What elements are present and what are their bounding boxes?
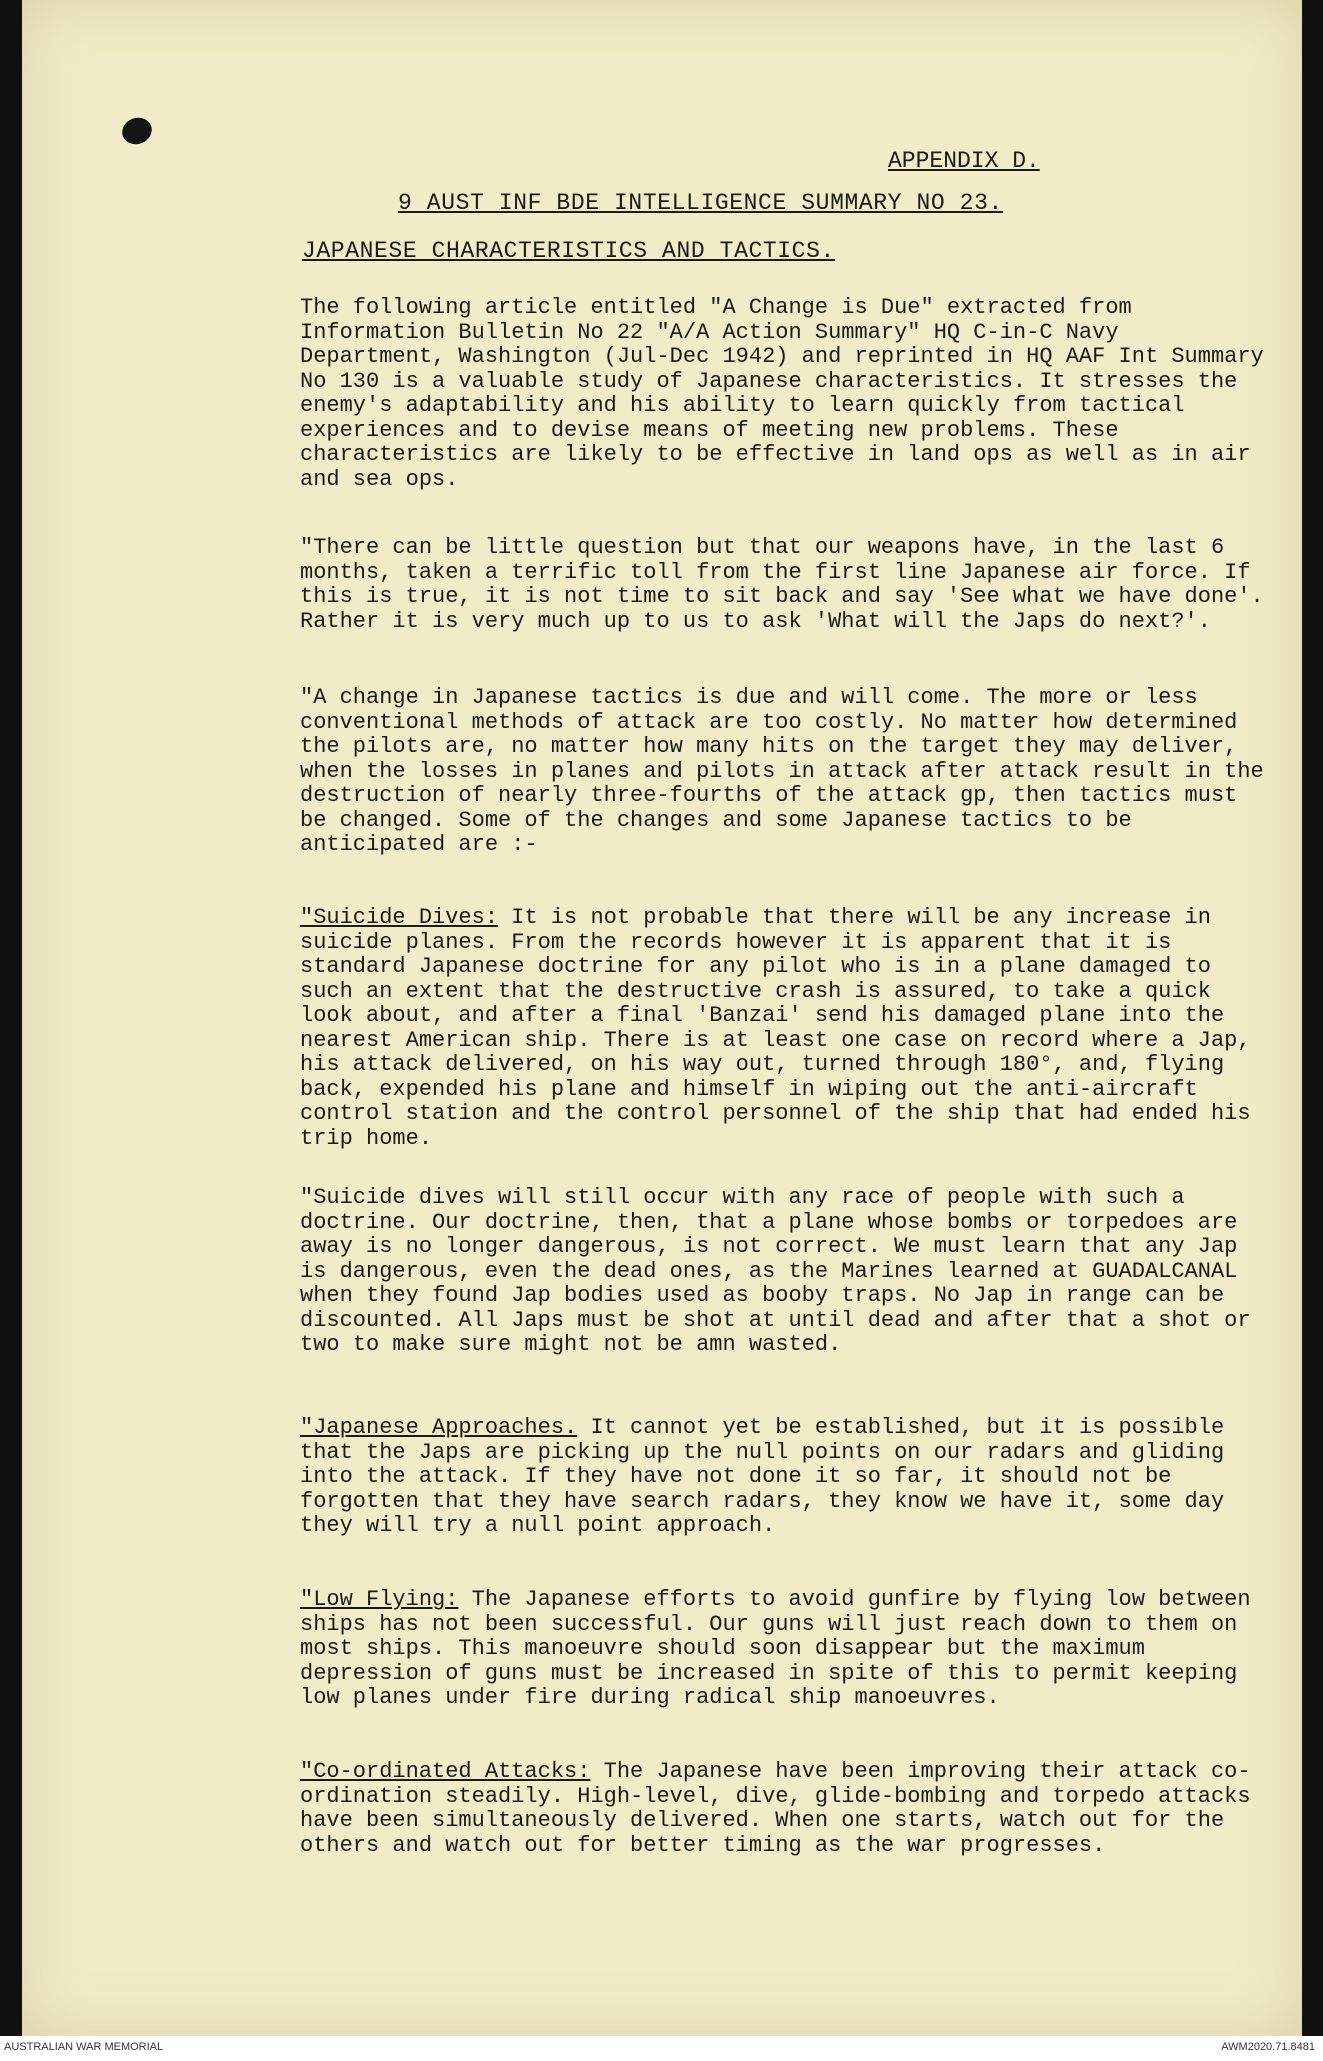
paragraph-low-flying <box>300 1588 1265 1711</box>
paragraph-heading: "Suicide Dives: <box>300 905 499 930</box>
archive-credit: AUSTRALIAN WAR MEMORIAL <box>4 2041 164 2053</box>
paragraph-text: The Japanese efforts to avoid gunfire by flying low between ships has not been successful. Our guns will just reach down to them on most ships. This manoeuvre should soon disappear but the maximum depression of guns must be increased in spite of this to permit keeping low planes under fire during radical ship manoeuvres. <box>300 1587 1251 1710</box>
paragraph-suicide-doctrine <box>300 1186 1265 1358</box>
paragraph-text: "There can be little question but that our weapons have, in the last 6 months, taken a terrific toll from the first line Japanese air force. If this is true, it is not time to sit back and say 'See what we have done'. Rather it is very much up to us to ask 'What will the Japs do next?'. <box>300 535 1264 634</box>
paragraph-approaches <box>300 1416 1265 1539</box>
paragraph-heading: "Low Flying: <box>300 1587 459 1612</box>
paragraph-weapons <box>300 536 1265 634</box>
paragraph-text: "A change in Japanese tactics is due and will come. The more or less conventional methods of attack are too costly. No matter how determined the pilots are, no matter how many hits on the target they may deliver, when the losses in planes and pilots in attack after attack result in the destruction of nearly three-fourths of the attack gp, then tactics must be changed. Some of the changes and some Japanese tactics to be anticipated are :- <box>300 685 1264 857</box>
paragraph-text: It cannot yet be established, but it is possible that the Japs are picking up the null points on our radars and gliding into the attack. If they have not done it so far, it should not be forgotten that they have search radars, they know we have it, some day they will try a null point approach. <box>300 1415 1225 1538</box>
paragraph-change <box>300 686 1265 858</box>
section-title: JAPANESE CHARACTERISTICS AND TACTICS. <box>302 238 835 264</box>
paragraph-heading: "Co-ordinated Attacks: <box>300 1759 591 1784</box>
paragraph-text: The following article entitled "A Change is Due" extracted from Information Bulletin No 22 "A/A Action Summary" HQ C-in-C Navy Department, Washington (Jul-Dec 1942) and reprinted in HQ AAF Int Summary No 130 is a valuable study of Japanese characteristics. It stresses the enemy's adaptability and his ability to learn quickly from tactical experiences and to devise means of meeting new problems. These characteristics are likely to be effective in land ops as well as in air and sea ops. <box>300 295 1264 492</box>
paragraph-text: The Japanese have been improving their attack co-ordination steadily. High-level, dive, glide-bombing and torpedo attacks have been simultaneously delivered. When one starts, watch out for the others and watch out for better timing as the war progresses. <box>300 1759 1251 1858</box>
paragraph-text: "Suicide dives will still occur with any race of people with such a doctrine. Our doctrine, then, that a plane whose bombs or torpedoes are away is no longer dangerous, is not correct. We must learn that any Jap is dangerous, even the dead ones, as the Marines learned at GUADALCANAL when they found Jap bodies used as booby traps. No Jap in range can be discounted. All Japs must be shot at until dead and after that a shot or two to make sure might not be amn wasted. <box>300 1185 1251 1357</box>
punch-hole <box>118 114 155 149</box>
paragraph-coordinated-attacks <box>300 1760 1265 1858</box>
paragraph-text: It is not probable that there will be any increase in suicide planes. From the records however it is apparent that it is standard Japanese doctrine for any pilot who is in a plane damaged to such an extent that the destructive crash is assured, to take a quick look about, and after a final 'Banzai' send his damaged plane into the nearest American ship. There is at least one case on record where a Jap, his attack delivered, on his way out, turned through 180°, and, flying back, expended his plane and himself in wiping out the anti-aircraft control station and the control personnel of the ship that had ended his trip home. <box>300 905 1251 1151</box>
summary-title: 9 AUST INF BDE INTELLIGENCE SUMMARY NO 23. <box>398 190 1003 216</box>
paragraph-suicide-dives <box>300 906 1265 1151</box>
paragraph-heading: "Japanese Approaches. <box>300 1415 578 1440</box>
archive-reference: AWM2020.71.8481 <box>1221 2041 1315 2053</box>
appendix-label: APPENDIX D. <box>888 148 1040 174</box>
paragraph-intro <box>300 296 1265 492</box>
